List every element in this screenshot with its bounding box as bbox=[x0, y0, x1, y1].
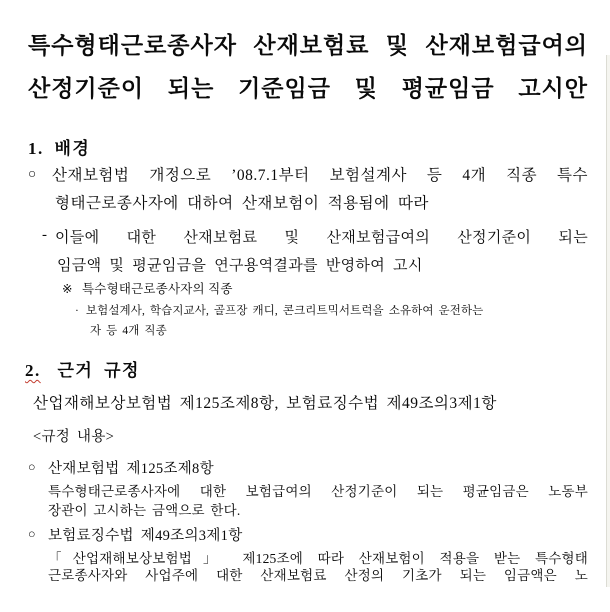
section1-bullet1-line1: 산재보험법 개정으로 ’08.7.1부터 보험설계사 등 4개 직종 특수 bbox=[52, 167, 588, 184]
circle-bullet-marker: ○ bbox=[28, 166, 37, 181]
doc-title-line-2: 산정기준이 되는 기준임금 및 평균임금 고시안 bbox=[28, 76, 588, 101]
section2-heading-number: 2. bbox=[25, 361, 41, 380]
reference-mark-icon: ※ bbox=[62, 282, 73, 296]
item2-body-line2-clipped bbox=[48, 566, 588, 583]
section1-bullet1-line2: 형태근로종사자에 대하여 산재보험이 적용됨에 따라 bbox=[55, 195, 429, 212]
item1-title: 산재보험법 제125조제8항 bbox=[48, 461, 214, 477]
note-detail-line1 bbox=[75, 302, 483, 318]
reference-note-text: 특수형태근로종사자의 직종 bbox=[82, 282, 233, 296]
doc-title-line-1: 특수형태근로종사자 산재보험료 및 산재보험급여의 bbox=[28, 33, 588, 58]
item2-title: 보험료징수법 제49조의3제1항 bbox=[48, 528, 243, 544]
content-label: <규정 내용> bbox=[33, 429, 115, 445]
legal-reference-line: 산업재해보상보험법 제125조제8항, 보험료징수법 제49조의3제1항 bbox=[33, 395, 497, 412]
section2-heading-text: 근거 규정 bbox=[57, 361, 140, 380]
item1-body-line2: 장관이 고시하는 금액으로 한다. bbox=[48, 503, 241, 518]
section2-heading bbox=[25, 356, 140, 381]
dot-bullet-marker: · bbox=[75, 305, 79, 317]
section1-dash-line1: 이들에 대한 산재보험료 및 산재보험급여의 산정기준이 되는 bbox=[55, 230, 588, 246]
item2-body-line1: 「산업재해보상보험법」 제125조에 따라 산재보험이 적용을 받는 특수형태 bbox=[48, 551, 588, 566]
item1-body-line1: 특수형태근로종사자에 대한 보험급여의 산정기준이 되는 평균임금은 노동부 bbox=[48, 484, 588, 499]
note-detail-line2: 자 등 4개 직종 bbox=[90, 325, 167, 337]
item2-body-line2: 근로종사자와 사업주에 대한 산재보험료 산정의 기초가 되는 임금액은 노 bbox=[48, 568, 588, 583]
page-edge-line bbox=[606, 55, 607, 587]
circle-bullet-marker: ○ bbox=[28, 460, 36, 474]
section1-heading: 1. 배경 bbox=[28, 139, 91, 158]
dash-bullet-marker: - bbox=[42, 227, 48, 243]
note-detail-text1: 보험설계사, 학습지교사, 골프장 캐디, 콘크리트믹서트럭을 소유하여 운전하는 bbox=[85, 305, 484, 317]
reference-note bbox=[62, 279, 233, 297]
circle-bullet-marker: ○ bbox=[28, 527, 36, 541]
section1-dash-line2: 임금액 및 평균임금을 연구용역결과를 반영하여 고시 bbox=[57, 258, 423, 274]
